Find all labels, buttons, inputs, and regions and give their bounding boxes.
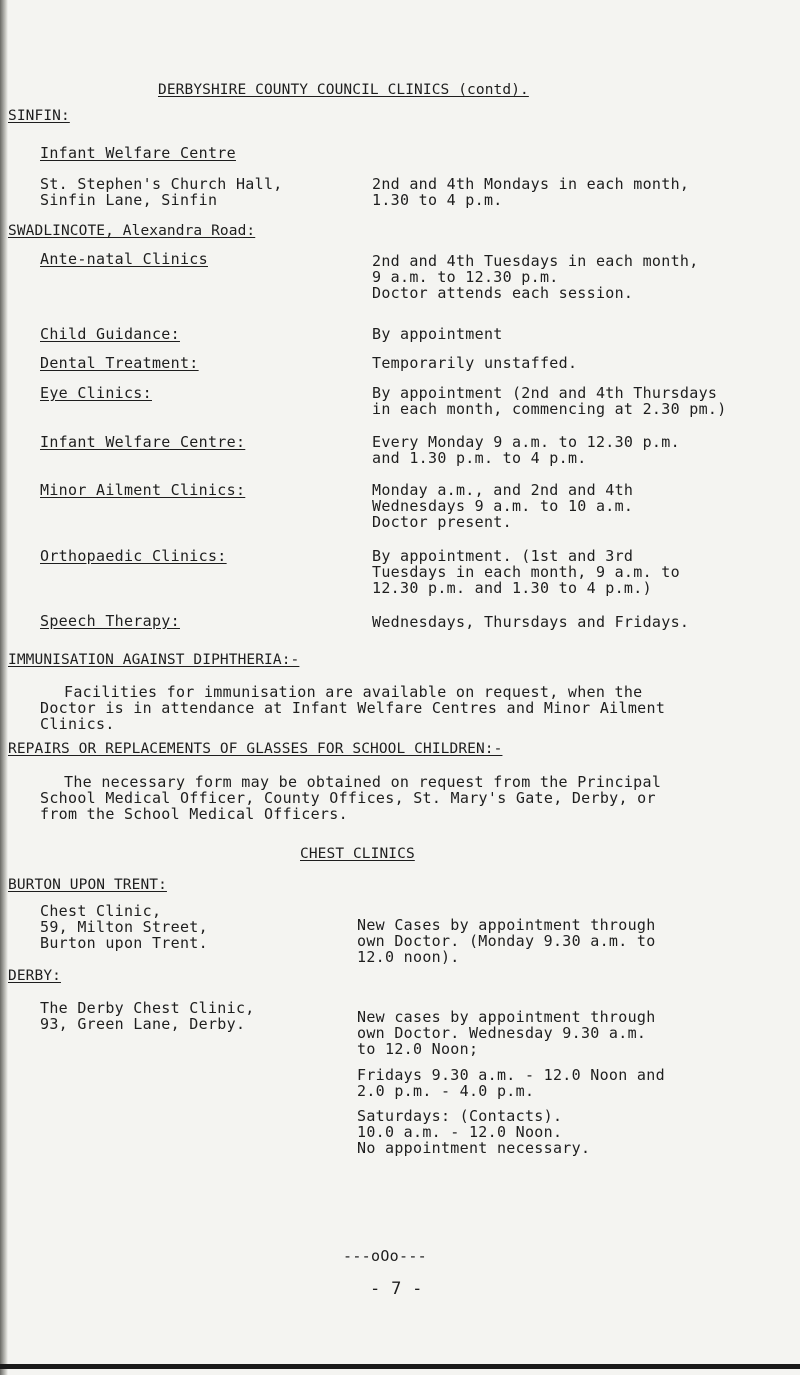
speech-therapy-times: Wednesdays, Thursdays and Fridays. [372, 613, 690, 631]
ante-natal-label: Ante-natal Clinics [40, 250, 208, 268]
infant-welfare-times: Every Monday 9 a.m. to 12.30 p.m. and 1.30 p.m. to 4 p.m. [372, 433, 680, 467]
child-guidance-label: Child Guidance: [40, 325, 180, 343]
orthopaedic-label: Orthopaedic Clinics: [40, 547, 227, 565]
dental-treatment-times: Temporarily unstaffed. [372, 354, 578, 372]
swadlincote-heading: SWADLINCOTE, Alexandra Road: [8, 223, 256, 239]
burton-heading: BURTON UPON TRENT: [8, 877, 167, 893]
sinfin-heading: SINFIN: [8, 108, 70, 124]
sinfin-times: 2nd and 4th Mondays in each month, 1.30 to 4 p.m. [372, 175, 690, 209]
immunisation-heading: IMMUNISATION AGAINST DIPHTHERIA:- [8, 652, 300, 668]
derby-heading: DERBY: [8, 968, 61, 984]
burton-times: New Cases by appointment through own Doctor. (Monday 9.30 a.m. to 12.0 noon). [357, 916, 656, 966]
glasses-heading: REPAIRS OR REPLACEMENTS OF GLASSES FOR SCHOOL CHILDREN:- [8, 741, 503, 757]
dental-treatment-label: Dental Treatment: [40, 354, 199, 372]
chest-clinics-heading: CHEST CLINICS [300, 846, 415, 862]
minor-ailment-label: Minor Ailment Clinics: [40, 481, 246, 499]
page-number: - 7 - [370, 1279, 423, 1299]
page-edge-shadow [0, 0, 8, 1375]
orthopaedic-times: By appointment. (1st and 3rd Tuesdays in each month, 9 a.m. to 12.30 p.m. and 1.30 to 4 p.m.) [372, 547, 680, 597]
eye-clinics-times: By appointment (2nd and 4th Thursdays in each month, commencing at 2.30 pm.) [372, 384, 727, 418]
bottom-rule [0, 1364, 800, 1369]
burton-address: Chest Clinic, 59, Milton Street, Burton upon Trent. [40, 902, 208, 952]
infant-welfare-label: Infant Welfare Centre: [40, 433, 246, 451]
speech-therapy-label: Speech Therapy: [40, 612, 180, 630]
page-heading: DERBYSHIRE COUNTY COUNCIL CLINICS (contd). [158, 82, 529, 98]
derby-fridays: Fridays 9.30 a.m. - 12.0 Noon and 2.0 p.m. - 4.0 p.m. [357, 1066, 665, 1100]
derby-times: New cases by appointment through own Doctor. Wednesday 9.30 a.m. to 12.0 Noon; [357, 1008, 656, 1058]
sinfin-address: St. Stephen's Church Hall, Sinfin Lane, Sinfin [40, 175, 283, 209]
glasses-text: The necessary form may be obtained on request from the Principal School Medical Officer, County Offices, St. Mary's Gate, Derby, or from the School Medical Officers. [40, 773, 662, 823]
child-guidance-times: By appointment [372, 325, 503, 343]
sinfin-centre-label: Infant Welfare Centre [40, 144, 236, 162]
derby-address: The Derby Chest Clinic, 93, Green Lane, Derby. [40, 999, 255, 1033]
ante-natal-times: 2nd and 4th Tuesdays in each month, 9 a.m. to 12.30 p.m. Doctor attends each session. [372, 252, 699, 302]
minor-ailment-times: Monday a.m., and 2nd and 4th Wednesdays 9 a.m. to 10 a.m. Doctor present. [372, 481, 634, 531]
derby-saturdays: Saturdays: (Contacts). 10.0 a.m. - 12.0 Noon. No appointment necessary. [357, 1107, 591, 1157]
eye-clinics-label: Eye Clinics: [40, 384, 152, 402]
end-mark: ---oOo--- [343, 1247, 427, 1265]
immunisation-text: Facilities for immunisation are available on request, when the Doctor is in attendance at Infant Welfare Centres and Minor Ailment Clinics. [40, 683, 666, 733]
